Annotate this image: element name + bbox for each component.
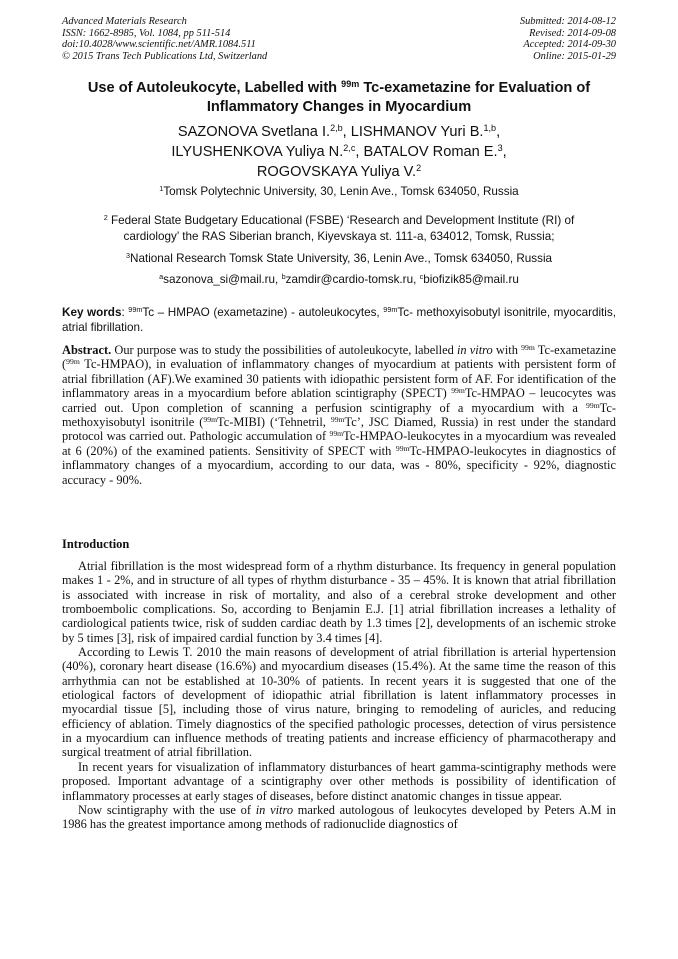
affiliation-text: National Research Tomsk State University, 36, Lenin Ave., Tomsk 634050, Russia [130, 252, 553, 265]
abstract-text: Tc-methoxyisobutyl isonitrile ( [62, 400, 616, 430]
isotope-sup: 99m [128, 305, 143, 315]
accepted-date: Accepted: 2014-09-30 [523, 39, 616, 51]
introduction-body [62, 559, 616, 832]
isotope-sup: 99m [451, 386, 465, 395]
paragraph-text: Now scintigraphy with the use of [78, 802, 256, 817]
submitted-date: Submitted: 2014-08-12 [519, 16, 616, 27]
doi-line: doi:10.4028/www.scientific.net/AMR.1084.511 [62, 39, 256, 51]
keywords [62, 305, 616, 335]
affiliation-text: Tomsk Polytechnic University, 30, Lenin Ave., Tomsk 634050, Russia [163, 185, 519, 198]
author-affiliation-sup: 2 [416, 163, 422, 174]
abstract-text: Tc-HMPAO – leucocytes was carried out. Upon completion of scanning a perfusion scintigraphy of a myocardium with a [62, 386, 616, 415]
affiliation-marker: 1 [159, 184, 164, 194]
abstract-text: Our purpose was to study the possibilities of autoleukocyte, labelled [111, 343, 457, 357]
affiliation-marker: 2 [103, 213, 108, 223]
abstract-text: Tc’, JSC Diamed, Russia) in rest under the standard protocol was carried out. Pathologic accumulation of [62, 415, 616, 444]
paragraph: In recent years for visualization of inflammatory disturbances of heart gamma-scintigraphy methods were proposed. Important advantage of a scintigraphy over other methods is possibility of identification of inflammatory processes at early stages of diseases, before distinct anatomic changes in tissue appear. [62, 759, 616, 803]
isotope-sup: 99m [383, 305, 398, 315]
email-line [62, 272, 616, 288]
author-name: BATALOV Roman E. [363, 144, 498, 160]
author-affiliation-sup: 2,b [330, 123, 343, 134]
affiliation-marker: 3 [125, 251, 130, 261]
affiliation-1 [62, 184, 616, 200]
author-name: SAZONOVA Svetlana I. [177, 124, 331, 140]
email-link[interactable]: zamdir@cardio-tomsk.ru, [285, 273, 420, 286]
isotope-sup: 99m [66, 357, 80, 367]
isotope-sup: 99m [329, 429, 344, 439]
abstract [62, 343, 616, 487]
publication-info [62, 16, 267, 62]
keywords-separator: : [121, 306, 129, 319]
copyright-line: © 2015 Trans Tech Publications Ltd, Switzerland [62, 50, 268, 62]
author-name: LISHMANOV Yuri B. [350, 124, 484, 140]
isotope-sup: 99m [586, 400, 600, 410]
email-marker: b [281, 272, 286, 282]
affiliation-3 [62, 251, 616, 267]
isotope-sup: 99m [395, 443, 410, 453]
journal-name: Advanced Materials Research [62, 16, 187, 27]
paragraph: According to Lewis T. 2010 the main reasons of development of atrial fibrillation is arterial hypertension (40%), coronary heart disease (16.6%) and myocardium diseases (15.4%). At the same time the reason of this arrhythmia can not be established at 10-30% of patients. In recent years it is suggested that one of the etiological factors of development of idiopathic atrial fibrillation is latent inflammatory processes in myocardial tissue [5], including those of virus nature, bringing to remodeling of auricles, and reducing efficiency of ablation. Timely diagnostics of the specified pathologic processes, detection of virus persistence in a myocardium can influence methods of treating patients and increase efficiency of pharmacotherapy and surgical treatment of atrial fibrillation. [62, 645, 616, 760]
author-affiliation-sup: 2,c [343, 143, 356, 154]
author-name: ILYUSHENKOVA Yuliya N. [171, 144, 344, 160]
title-part-1: Use of Autoleukocyte, Labelled with [87, 80, 342, 96]
keywords-text: Tc- methoxyisobutyl isonitrile, myocarditis, atrial fibrillation. [62, 306, 616, 334]
abstract-text: Tc-HMPAO-leukocytes in diagnostics of inflammatory changes of a myocardium, according to our data, was - 80%, specificity - 92%, diagnostic accuracy - 90%. [62, 443, 616, 487]
issn-line: ISSN: 1662-8985, Vol. 1084, pp 511-514 [62, 27, 231, 39]
abstract-text: with [492, 343, 522, 357]
paragraph-italic: in vitro [255, 802, 294, 817]
abstract-italic: in vitro [456, 343, 493, 357]
author-name: ROGOVSKAYA Yuliya V. [256, 164, 417, 180]
paragraph [62, 803, 616, 832]
abstract-text: Tc-exametazine ( [62, 343, 616, 372]
email-marker: c [419, 272, 424, 282]
paragraph-text: marked autologous of leukocytes developed by Peters A.M in 1986 has the greatest importance among methods of radionuclide diagnostics of [62, 802, 616, 832]
paragraph: Atrial fibrillation is the most widespread form of a rhythm disturbance. Its frequency in general population makes 1 - 2%, and in structure of all types of rhythm disturbance - 35 – 45%. It is known that atrial fibrillation is associated with increase in risk of mortality, and also of a cerebral stroke development and other tromboembolic complications. So, according to Benjamin E.J. [1] atrial fibrillation increases a lethality of cardiological patients twice, risk of sudden cardiac death by 1.3 times [2], developments of an ischemic stroke by 5 times [3], risk of impaired cardial function by 3.4 times [4]. [62, 559, 616, 645]
isotope-sup: 99m [521, 342, 535, 352]
abstract-label: Abstract. [62, 343, 112, 357]
isotope-sup: 99m [330, 414, 345, 424]
abstract-text: Tc-HMPAO), in evaluation of inflammatory changes of myocardium at patients with persistent form of atrial fibrillation (AF).We examined 30 patients with idiopathic persistent form of AF. For identification of the inflammatory areas in a myocardium before ablation scintigraphy (SPECT) [62, 357, 616, 401]
abstract-text: Tc-MIBI) (‘Tehnetril, [217, 415, 331, 430]
paper-title [62, 79, 616, 117]
keywords-label: Key words [62, 306, 122, 319]
email-link[interactable]: biofizik85@mail.ru [423, 273, 519, 286]
affiliation-text: Federal State Budgetary Educational (FSBE) ‘Research and Development Institute (RI) of cardiology’ the RAS Siberian branch, Kiyevskaya st. 111-a, 634012, Tomsk, Russia; [111, 214, 575, 243]
isotope-sup: 99m [203, 414, 218, 424]
email-link[interactable]: sazonova_si@mail.ru, [163, 273, 282, 286]
email-marker: a [159, 272, 164, 282]
publication-dates [520, 16, 616, 62]
title-isotope-sup: 99m [341, 79, 360, 90]
affiliation-2 [80, 213, 598, 245]
author-affiliation-sup: 1,b [483, 123, 497, 134]
author-affiliation-sup: 3 [497, 143, 503, 154]
revised-date: Revised: 2014-09-08 [529, 27, 616, 39]
keywords-text: Tc – HMPAO (exametazine) - autoleukocytes, [142, 306, 384, 319]
section-heading-introduction: Introduction [62, 537, 130, 551]
title-part-2: Tc-exametazine for Evaluation of Inflammatory Changes in Myocardium [206, 80, 591, 115]
author-list: SAZONOVA Svetlana I.$^{2,b}$, LISHMANOV Yuri B.$^{1,b}$, ILYUSHENKOVA Yuliya N.$^{2,c}$, BATALOV Roman E.$^3$, ROGOVSKAYA Yuliya V.$^2$ [171, 123, 507, 180]
abstract-text: Tc-HMPAO-leukocytes in a myocardium was revealed at 6 (20%) of the examined patients. Sensitivity of SPECT with [62, 429, 616, 458]
online-date: Online: 2015-01-29 [533, 50, 616, 62]
